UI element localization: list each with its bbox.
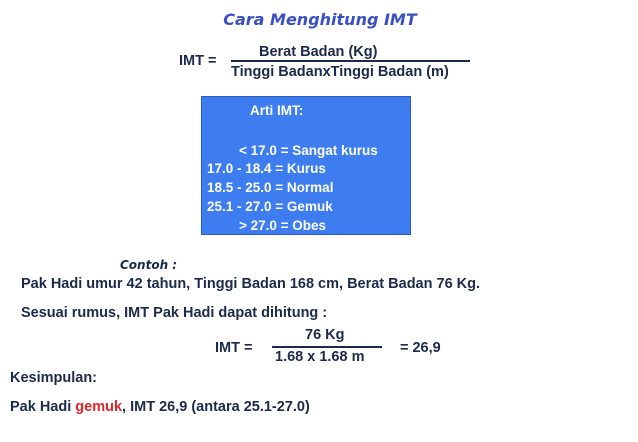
formula-denominator: Tinggi BadanxTinggi Badan (m) — [231, 64, 449, 80]
calc-numerator: 76 Kg — [305, 327, 345, 343]
arti-row-gemuk: 25.1 - 27.0 = Gemuk — [207, 199, 333, 214]
kesimpulan-prefix: Pak Hadi — [10, 399, 76, 415]
kesimpulan-text — [10, 399, 310, 415]
arti-row-sangat-kurus: < 17.0 = Sangat kurus — [239, 143, 378, 158]
contoh-rumus-text: Sesuai rumus, IMT Pak Hadi dapat dihitung : — [21, 305, 328, 321]
kesimpulan-highlight: gemuk — [75, 399, 123, 415]
slide-title: Cara Menghitung IMT — [223, 10, 417, 29]
formula-numerator: Berat Badan (Kg) — [259, 44, 378, 60]
formula-fraction-bar — [231, 60, 470, 62]
calc-lhs: IMT = — [215, 340, 253, 356]
calc-fraction-bar — [272, 346, 382, 348]
arti-row-kurus: 17.0 - 18.4 = Kurus — [207, 161, 326, 176]
kesimpulan-label: Kesimpulan: — [10, 370, 98, 386]
kesimpulan-suffix: , IMT 26,9 (antara 25.1-27.0) — [122, 399, 310, 415]
arti-row-normal: 18.5 - 25.0 = Normal — [207, 180, 334, 195]
arti-row-obes: > 27.0 = Obes — [239, 218, 327, 233]
arti-imt-box — [201, 96, 411, 235]
contoh-case-text: Pak Hadi umur 42 tahun, Tinggi Badan 168 cm, Berat Badan 76 Kg. — [21, 276, 481, 292]
calc-denominator: 1.68 x 1.68 m — [275, 349, 365, 365]
calc-result: = 26,9 — [400, 340, 441, 356]
contoh-label: Contoh : — [120, 258, 178, 272]
arti-imt-heading: Arti IMT: — [250, 103, 304, 118]
formula-lhs: IMT = — [179, 53, 217, 69]
